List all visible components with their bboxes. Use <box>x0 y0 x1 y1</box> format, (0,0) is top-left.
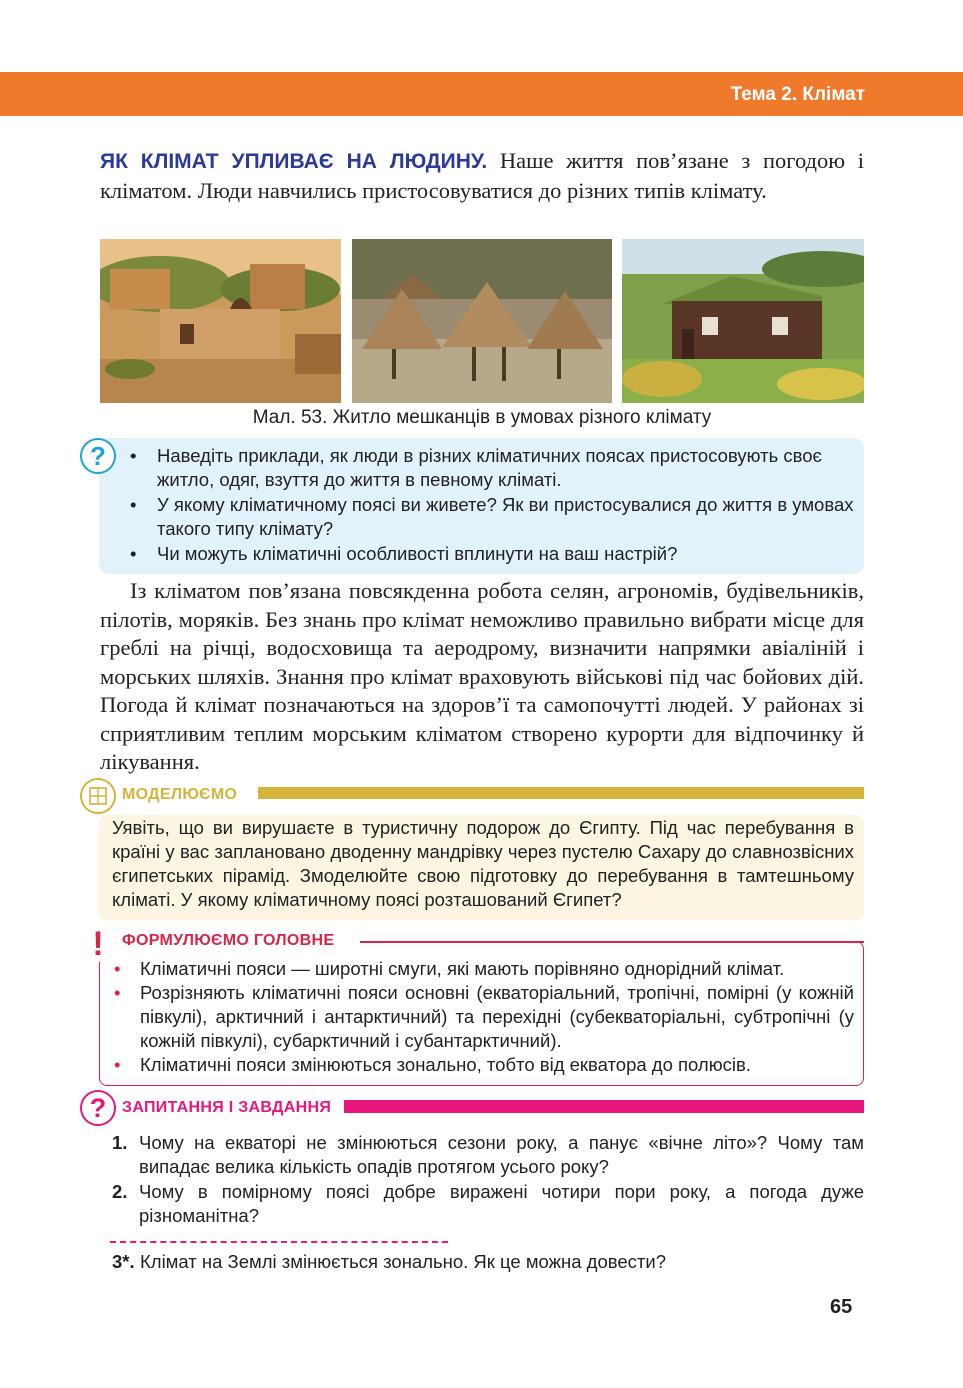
intro-paragraph <box>100 146 864 205</box>
task-item <box>112 1180 864 1228</box>
chapter-title: Тема 2. Клімат <box>730 84 865 105</box>
task-number: 3*. <box>112 1251 135 1272</box>
photo-desert-dwelling <box>100 239 341 403</box>
summary-divider <box>360 941 864 943</box>
questions-list <box>130 444 858 568</box>
header-bar <box>0 72 963 116</box>
summary-list <box>112 957 854 1077</box>
question-item: • У якому кліматичному поясі ви живете? Як ви пристосувалися до життя в умовах такого типу клімату? <box>130 493 858 540</box>
task-text: Клімат на Землі змінюється зонально. Як це можна довести? <box>140 1251 666 1272</box>
modeling-label: МОДЕЛЮЄМО <box>122 786 238 803</box>
page-number: 65 <box>830 1296 853 1318</box>
summary-item: • Розрізняють кліматичні пояси основні (екваторіальний, тропічні, помірні (у кожній півкулі), арктичний і антарктичний) та перехідні (субекваторіальні, субтропічні (у кожній півкулі), субарктичний і субантарктичний). <box>112 981 854 1053</box>
summary-item: • Кліматичні пояси змінюються зонально, тобто від екватора до полюсів. <box>112 1053 854 1077</box>
body-paragraph: Із кліматом пов’язана повсякденна робота селян, агрономів, будівельників, пілотів, моряків. Без знань про клімат неможливо правильно вибрати місце для греблі на річці, водосховища та аеродрому, визначити напрямки авіаліній і морських шляхів. Знання про клімат враховують військові під час бойових дій. Погода й клімат позначаються на здоров’ї та самопочутті людей. У районах зі сприятливим теплим морським кліматом створено курорти для відпочинку й лікування. <box>100 578 864 774</box>
task-item <box>112 1131 864 1179</box>
advanced-task-divider <box>110 1241 448 1243</box>
question-item: • Наведіть приклади, як люди в різних кліматичних поясах пристосовують своє житло, одяг, взуття до життя в певному кліматі. <box>130 444 858 491</box>
blueprint-icon <box>80 778 116 814</box>
tasks-label: ЗАПИТАННЯ І ЗАВДАННЯ <box>122 1099 332 1116</box>
summary-label: ФОРМУЛЮЄМО ГОЛОВНЕ <box>122 932 335 949</box>
task-number: 2. <box>112 1181 128 1202</box>
photo-wooden-cabin <box>622 239 864 403</box>
task-number: 1. <box>112 1132 128 1153</box>
modeling-divider <box>258 787 864 799</box>
question-mark-icon: ? <box>80 438 116 474</box>
figure-caption: Мал. 53. Житло мешканців в умовах різного клімату <box>252 407 712 428</box>
question-item: • Чи можуть кліматичні особливості вплинути на ваш настрій? <box>130 542 858 566</box>
summary-item: • Кліматичні пояси — широтні смуги, які мають порівняно однорідний клімат. <box>112 957 854 981</box>
modeling-text: Уявіть, що ви вирушаєте в туристичну подорож до Єгипту. Під час перебування в країні у вас заплановано дводенну мандрівку через пустелю Сахару до славнозвісних єгипетських пірамід. Змоделюйте свою підготовку до перебування в тамтешньому кліматі. У якому кліматичному поясі розташований Єгипет? <box>112 817 854 910</box>
task-item <box>112 1250 864 1274</box>
tasks-divider <box>344 1100 864 1113</box>
intro-text: Наше життя пов’язане з погодою і кліматом. Люди навчились пристосовуватися до різних типів клімату. <box>100 148 864 203</box>
task-text: Чому на екваторі не змінюються сезони року, а панує «вічне літо»? Чому там випадає велика кількість опадів протягом усього року? <box>139 1132 864 1177</box>
section-heading: ЯК КЛІМАТ УПЛИВАЄ НА ЛЮДИНУ. <box>100 150 488 173</box>
question-mark-icon: ? <box>80 1090 116 1126</box>
exclamation-icon: ! <box>82 926 114 962</box>
photo-thatched-huts <box>352 239 612 403</box>
task-text: Чому в помірному поясі добре виражені чотири пори року, а погода дуже різноманітна? <box>139 1181 864 1226</box>
